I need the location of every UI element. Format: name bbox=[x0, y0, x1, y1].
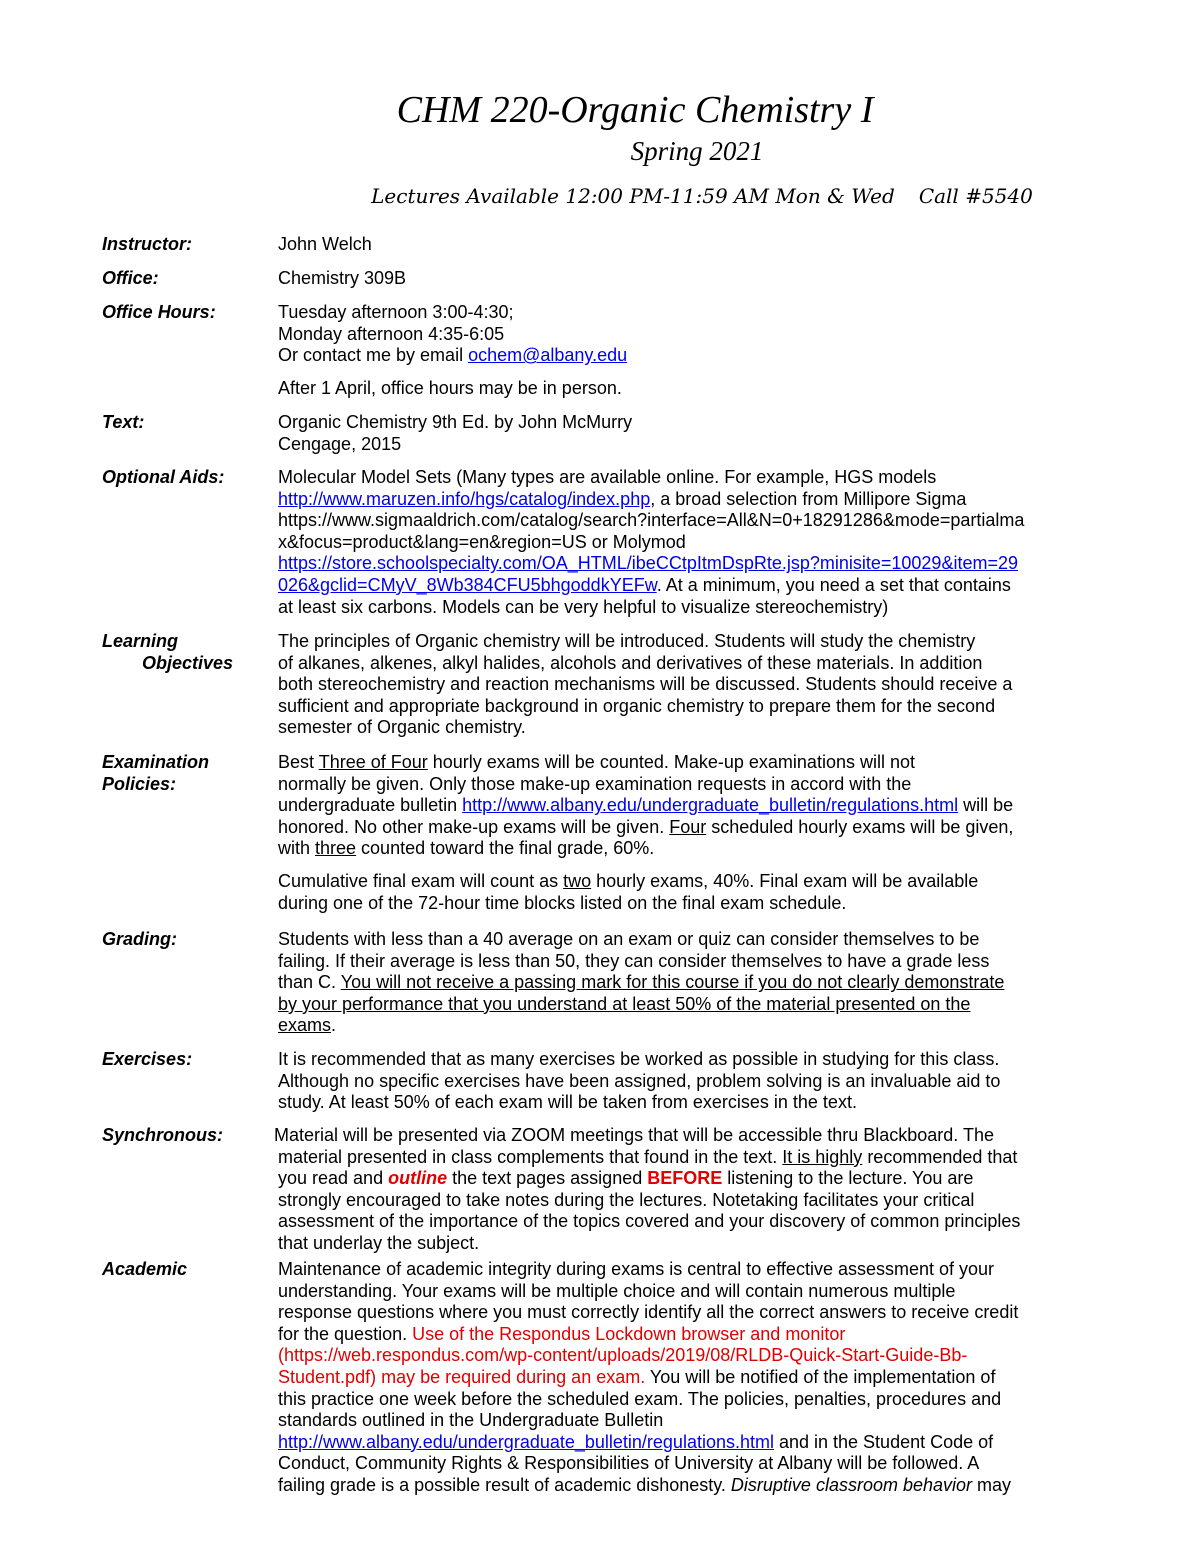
text-line: that underlay the subject. bbox=[278, 1232, 480, 1253]
text-line: than C. bbox=[278, 972, 341, 993]
text-line: Student.pdf) may be required during an exam. bbox=[278, 1366, 646, 1387]
text-line: Maintenance of academic integrity during exams is central to effective assessment of your bbox=[278, 1259, 995, 1279]
text-line: study. At least 50% of each exam will be taken from exercises in the text. bbox=[278, 1092, 857, 1113]
text-line: at least six carbons. Models can be very helpful to visualize stereochemistry) bbox=[278, 596, 889, 617]
office-hours-label: Office Hours: bbox=[102, 302, 216, 322]
text-line: Organic Chemistry 9th Ed. by John McMurry bbox=[278, 412, 633, 432]
text-line: Examination bbox=[102, 752, 210, 772]
text-line: scheduled hourly exams will be given, bbox=[706, 816, 1014, 837]
course-title: CHM 220-Organic Chemistry I bbox=[396, 89, 874, 131]
office-hours-line bbox=[278, 345, 1093, 367]
lecture-schedule bbox=[0, 182, 1200, 210]
text-line: , a broad selection from Millipore Sigma bbox=[650, 488, 967, 509]
text-line: You will not receive a passing mark for this course if you do not clearly demonstrate bbox=[340, 972, 1005, 993]
text-line: Learning bbox=[102, 631, 179, 651]
text-line: response questions where you must correctly identify all the correct answers to receive credit bbox=[278, 1302, 1019, 1323]
call-number: Call #5540 bbox=[918, 184, 1033, 208]
text-line: Conduct, Community Rights & Responsibilities of University at Albany will be followed. A bbox=[278, 1453, 980, 1474]
respondus-notice: Use of the Respondus Lockdown browser and monitor bbox=[412, 1323, 846, 1344]
text-line: by your performance that you understand at least 50% of the material presented on the bbox=[278, 993, 971, 1014]
hgs-catalog-link[interactable]: http://www.maruzen.info/hgs/catalog/index.php bbox=[278, 488, 651, 509]
text-line: two bbox=[563, 870, 592, 891]
text-line: Policies: bbox=[102, 773, 177, 794]
text-line: Disruptive classroom behavior bbox=[730, 1474, 973, 1495]
text-line: assessment of the importance of the topics covered and your discovery of common principles bbox=[278, 1211, 1021, 1232]
text-line: this practice one week before the scheduled exam. The policies, penalties, procedures and bbox=[278, 1388, 1002, 1409]
text-line: Although no specific exercises have been assigned, problem solving is an invaluable aid to bbox=[278, 1070, 1001, 1091]
instructor-email-link[interactable]: ochem@albany.edu bbox=[468, 345, 628, 366]
exercises-label: Exercises: bbox=[102, 1049, 193, 1069]
regulations-link[interactable]: http://www.albany.edu/undergraduate_bulletin/regulations.html bbox=[462, 795, 959, 816]
office-hours-note: After 1 April, office hours may be in person. bbox=[278, 377, 622, 398]
text-line: Or contact me by email bbox=[278, 345, 469, 366]
text-line: exams bbox=[278, 1015, 332, 1036]
office-label: Office: bbox=[102, 268, 159, 288]
instructor-value: John Welch bbox=[278, 234, 372, 254]
text-line: for the question. bbox=[278, 1323, 413, 1344]
office-hours-line: Tuesday afternoon 3:00-4:30; bbox=[278, 302, 514, 322]
examination-policies-label bbox=[102, 752, 272, 795]
text-line: hourly exams will be counted. Make-up examinations will not bbox=[427, 752, 915, 772]
sigma-url: https://www.sigmaaldrich.com/catalog/search?interface=All&N=0+18291286&mode=partialma bbox=[278, 510, 1025, 531]
text-line: and in the Student Code of bbox=[773, 1431, 994, 1452]
academic-label: Academic bbox=[102, 1259, 188, 1279]
text-line: The principles of Organic chemistry will be introduced. Students will study the chemistry bbox=[278, 631, 976, 651]
text-line: Cumulative final exam will count as bbox=[278, 870, 564, 891]
text-line: semester of Organic chemistry. bbox=[278, 717, 526, 738]
synchronous-value bbox=[274, 1125, 1093, 1255]
learning-objectives-label bbox=[102, 631, 272, 674]
office-hours-line: Monday afternoon 4:35-6:05 bbox=[278, 323, 505, 344]
text-line: three bbox=[315, 838, 357, 859]
text-line: . At a minimum, you need a set that contains bbox=[656, 574, 1011, 595]
text-line: undergraduate bulletin bbox=[278, 795, 463, 816]
text-line: counted toward the final grade, 60%. bbox=[356, 838, 655, 859]
text-line: honored. No other make-up exams will be given. bbox=[278, 816, 670, 837]
text-line: sufficient and appropriate background in organic chemistry to prepare them for the second bbox=[278, 695, 996, 716]
text-line: recommended that bbox=[862, 1146, 1018, 1167]
text-line: with bbox=[278, 838, 316, 859]
examination-policies-value bbox=[278, 752, 1093, 914]
sigma-url: x&focus=product&lang=en&region=US or Molymod bbox=[278, 531, 686, 552]
lecture-times: Lectures Available 12:00 PM-11:59 AM Mon & Wed bbox=[371, 184, 895, 208]
text-line: hourly exams, 40%. Final exam will be available bbox=[591, 870, 979, 891]
text-line: standards outlined in the Undergraduate Bulletin bbox=[278, 1410, 664, 1431]
text-line: during one of the 72-hour time blocks listed on the final exam schedule. bbox=[278, 892, 847, 913]
regulations-link[interactable]: http://www.albany.edu/undergraduate_bulletin/regulations.html bbox=[278, 1431, 774, 1452]
text-line: Molecular Model Sets (Many types are available online. For example, HGS models bbox=[278, 467, 937, 487]
optional-aids-value bbox=[278, 467, 1093, 618]
optional-aids-label: Optional Aids: bbox=[102, 467, 225, 487]
grading-label: Grading: bbox=[102, 929, 177, 949]
text-line: understanding. Your exams will be multiple choice and will contain numerous multiple bbox=[278, 1280, 956, 1301]
molymod-link[interactable]: https://store.schoolspecialty.com/OA_HTML/ibeCCtpItmDspRte.jsp?minisite=10029&item=29 bbox=[278, 553, 1018, 574]
text-line: Four bbox=[669, 816, 707, 837]
instructor-label: Instructor: bbox=[102, 234, 192, 254]
text-line: strongly encouraged to take notes during the lectures. Notetaking facilitates your critical bbox=[278, 1189, 975, 1210]
text-line: Three of Four bbox=[318, 752, 428, 772]
text-line: of alkanes, alkenes, alkyl halides, alcohols and derivatives of these materials. In addition bbox=[278, 652, 983, 673]
text-line: may bbox=[972, 1474, 1012, 1495]
course-term: Spring 2021 bbox=[630, 136, 764, 166]
text-line: failing grade is a possible result of academic dishonesty. bbox=[278, 1474, 731, 1495]
text-line: normally be given. Only those make-up examination requests in accord with the bbox=[278, 773, 912, 794]
office-value: Chemistry 309B bbox=[278, 268, 407, 288]
before-emphasis: BEFORE bbox=[647, 1168, 723, 1189]
learning-objectives-value bbox=[278, 631, 1093, 739]
respondus-url: (https://web.respondus.com/wp-content/uploads/2019/08/RLDB-Quick-Start-Guide-Bb- bbox=[278, 1345, 968, 1366]
text-line: Best bbox=[278, 752, 319, 772]
text-line: failing. If their average is less than 50, they can consider themselves to have a grade less bbox=[278, 950, 990, 971]
text-line: You will be notified of the implementation of bbox=[645, 1366, 996, 1387]
molymod-link[interactable]: 026&gclid=CMyV_8Wb384CFU5bhgoddkYEFw bbox=[278, 574, 657, 595]
grading-value bbox=[278, 929, 1093, 1037]
exercises-value bbox=[278, 1049, 1093, 1114]
text-line: It is recommended that as many exercises be worked as possible in studying for this class. bbox=[278, 1049, 1000, 1069]
text-line: will be bbox=[958, 795, 1014, 816]
text-line: both stereochemistry and reaction mechanisms will be discussed. Students should receive a bbox=[278, 674, 1013, 695]
text-line: Objectives bbox=[142, 652, 234, 673]
text-line: material presented in class complements that found in the text. bbox=[278, 1146, 783, 1167]
text-line: Material will be presented via ZOOM meetings that will be accessible thru Blackboard. The bbox=[274, 1125, 994, 1145]
synchronous-label: Synchronous: bbox=[102, 1125, 224, 1145]
text-line: you read and bbox=[278, 1168, 389, 1189]
text-line: . bbox=[331, 1015, 337, 1036]
text-label: Text: bbox=[102, 412, 145, 432]
outline-emphasis: outline bbox=[388, 1168, 448, 1189]
text-value bbox=[278, 412, 1093, 455]
text-line: listening to the lecture. You are bbox=[722, 1168, 974, 1189]
office-hours-value bbox=[278, 302, 1093, 399]
text-line: Cengage, 2015 bbox=[278, 433, 402, 454]
text-line: the text pages assigned bbox=[447, 1168, 648, 1189]
text-line: Students with less than a 40 average on an exam or quiz can consider themselves to be bbox=[278, 929, 980, 949]
academic-value bbox=[278, 1259, 1093, 1497]
text-line: It is highly bbox=[782, 1146, 863, 1167]
